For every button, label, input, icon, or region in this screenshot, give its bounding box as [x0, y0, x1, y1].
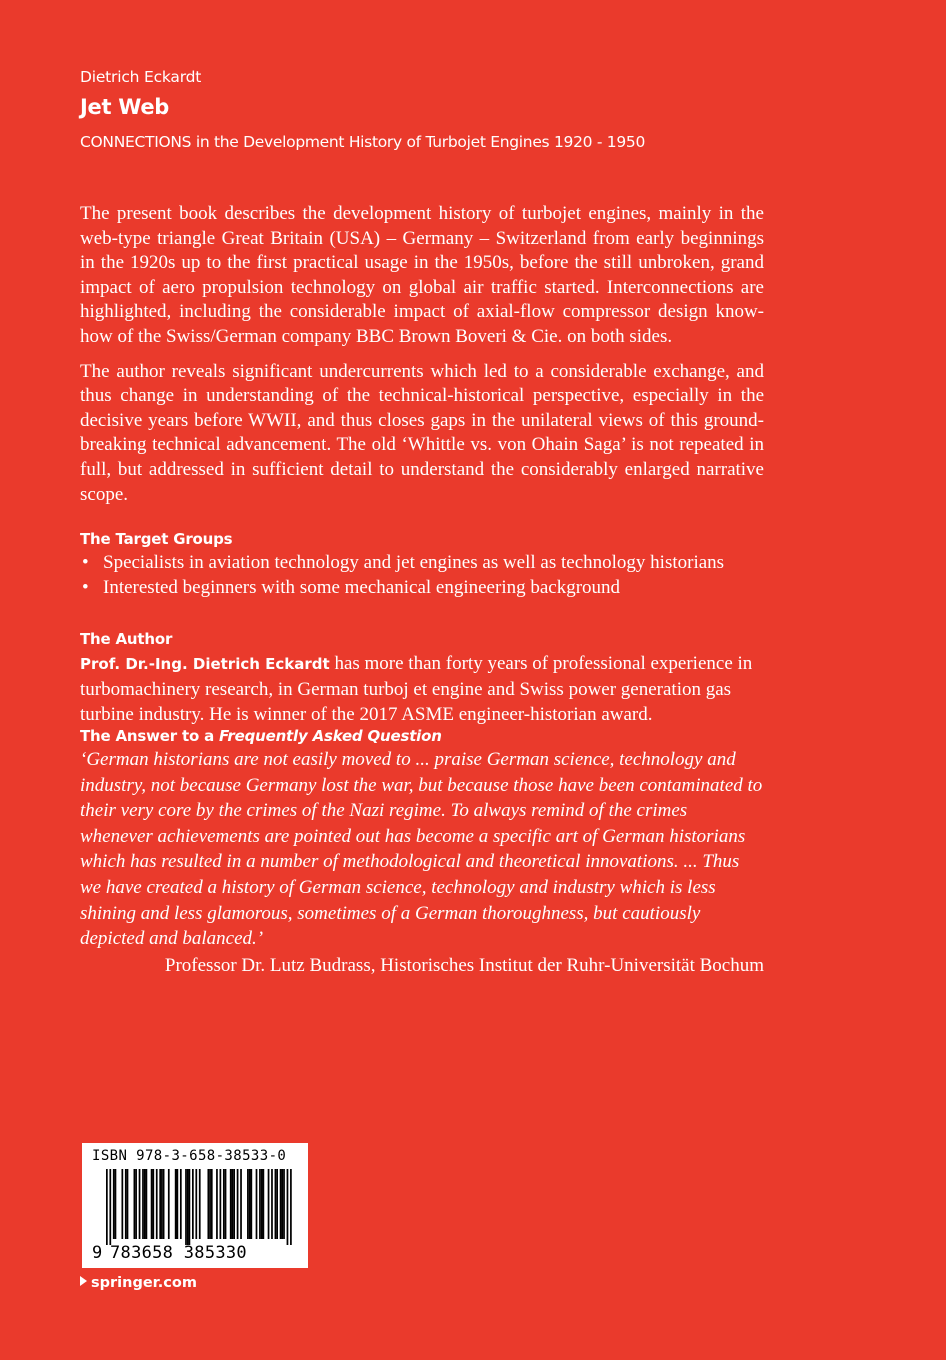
barcode-bar [152, 1169, 154, 1239]
barcode-bar [156, 1169, 158, 1239]
barcode-bar [271, 1169, 273, 1239]
barcode-bar [216, 1169, 218, 1239]
barcode-bars [106, 1169, 296, 1245]
barcode-bar [237, 1169, 239, 1239]
target-groups-list [80, 550, 724, 600]
barcode-bar [232, 1169, 234, 1239]
barcode-bar [185, 1169, 187, 1245]
author-name: Dietrich Eckardt [80, 68, 202, 86]
barcode-bar [146, 1169, 148, 1239]
barcode-bar [125, 1169, 127, 1239]
barcode-bar [280, 1169, 282, 1239]
barcode-bar [225, 1169, 227, 1239]
quote-source: Professor Dr. Lutz Budrass, Historisches Institut der Ruhr-Universität Bochum [164, 955, 764, 976]
isbn-label: ISBN 978-3-658-38533-0 [92, 1148, 287, 1164]
barcode-bar [127, 1169, 129, 1239]
barcode-bar [223, 1169, 225, 1239]
barcode-bar [247, 1169, 249, 1239]
barcode-bar [139, 1169, 141, 1239]
barcode-bar [256, 1169, 258, 1239]
barcode-bar [134, 1169, 136, 1239]
isbn-barcode [82, 1143, 308, 1268]
book-subtitle: CONNECTIONS in the Development History of Turbojet Engines 1920 - 1950 [80, 133, 646, 151]
author-full-name: Prof. Dr.-Ing. Dietrich Eckardt [80, 655, 330, 673]
barcode-bar [250, 1169, 252, 1239]
description [80, 202, 764, 517]
list-item: • Interested beginners with some mechanical engineering background [80, 575, 724, 600]
barcode-bar [283, 1169, 285, 1239]
barcode-bar [233, 1169, 235, 1239]
barcode-bar [175, 1169, 177, 1239]
description-paragraph: The author reveals significant undercurrents which led to a considerable exchange, and thus change in understanding of the technical-historical perspective, especially in the decisive years before WWII, and thus closes gaps in the unilateral views of this ground-breaking technical advancement. The old ‘Whittle vs. von Ohain Saga’ is not repeated in full, but addressed in sufficient detail to understand the considerably enlarged narrative scope. [80, 360, 764, 505]
barcode-bar [106, 1169, 108, 1245]
isbn-digits: 783658 385330 [110, 1243, 247, 1263]
barcode-bar [187, 1169, 189, 1245]
barcode-bar [159, 1169, 161, 1239]
barcode-bar [290, 1169, 292, 1245]
author-bio-text: has more than forty years of professional experience in turbomachinery research, in German turboj et engine and Swiss power generation gas turbine industry. He is winner of the 2017 ASME engineer-historian award. [80, 653, 753, 725]
barcode-bar [207, 1169, 209, 1239]
barcode-bar [268, 1169, 270, 1239]
target-groups-heading: The Target Groups [80, 530, 233, 548]
author-bio [80, 651, 764, 727]
barcode-bar [275, 1169, 277, 1239]
description-paragraph: The present book describes the development history of turbojet engines, mainly in the web-type triangle Great Britain (USA) – Germany – Switzerland from early beginnings in the 1920s up to the first practical usage in the 1950s, before the still unbroken, grand impact of aero propulsion technology on global air traffic started. Interconnections are highlighted, including the considerable impact of axial-flow compressor design know-how of the Swiss/German company BBC Brown Boveri & Cie. on both sides. [80, 203, 764, 347]
barcode-bar [121, 1169, 123, 1239]
barcode-bar [211, 1169, 213, 1239]
barcode-bar [168, 1169, 170, 1239]
barcode-bar [113, 1169, 115, 1239]
barcode-bar [163, 1169, 165, 1239]
barcode-bar [180, 1169, 182, 1239]
barcode-bar [195, 1169, 197, 1239]
barcode-bar [192, 1169, 194, 1239]
barcode-bar [109, 1169, 111, 1245]
publisher-website: springer.com [91, 1275, 197, 1291]
barcode-bar [281, 1169, 283, 1239]
faq-heading-prefix: The Answer to a [80, 727, 220, 745]
book-title: Jet Web [80, 95, 169, 119]
list-item: • Specialists in aviation technology and jet engines as well as technology historians [80, 550, 724, 575]
barcode-bar [230, 1169, 232, 1239]
barcode-bar [142, 1169, 144, 1239]
barcode-bar [249, 1169, 251, 1239]
barcode-bar [144, 1169, 146, 1239]
barcode-bar [259, 1169, 261, 1239]
barcode-bar [287, 1169, 289, 1245]
barcode-bar [189, 1169, 191, 1245]
quote: ‘German historians are not easily moved to ... praise German science, technology and industry, not because Germany lost the war, but because those have been contaminated to their very core by the crimes of the Nazi regime. To always remind of the crimes whenever achievements are pointed out has become a specific art of German historians which has resulted in a number of methodological and theoretical innovations. ... Thus we have created a history of German science, technology and industry which is less shining and less glamorous, sometimes of a German thoroughness, but cautiously depicted and balanced.’ [80, 749, 763, 950]
barcode-bar [135, 1169, 137, 1239]
author-heading: The Author [80, 630, 173, 648]
barcode-bar [199, 1169, 201, 1239]
faq-heading [80, 727, 442, 745]
barcode-bar [177, 1169, 179, 1239]
barcode-bar [115, 1169, 117, 1239]
barcode-bar [209, 1169, 211, 1239]
publisher-link[interactable] [80, 1275, 197, 1291]
isbn-first-digit: 9 [92, 1243, 103, 1263]
arrow-right-icon [80, 1276, 87, 1286]
barcode-bar [151, 1169, 153, 1239]
barcode-bar [261, 1169, 263, 1239]
faq-heading-emphasis: Frequently Asked Question [219, 727, 442, 745]
barcode-bar [240, 1169, 242, 1239]
barcode-bar [161, 1169, 163, 1239]
barcode-bar [276, 1169, 278, 1239]
barcode-bar [220, 1169, 222, 1239]
barcode-bar [263, 1169, 265, 1239]
